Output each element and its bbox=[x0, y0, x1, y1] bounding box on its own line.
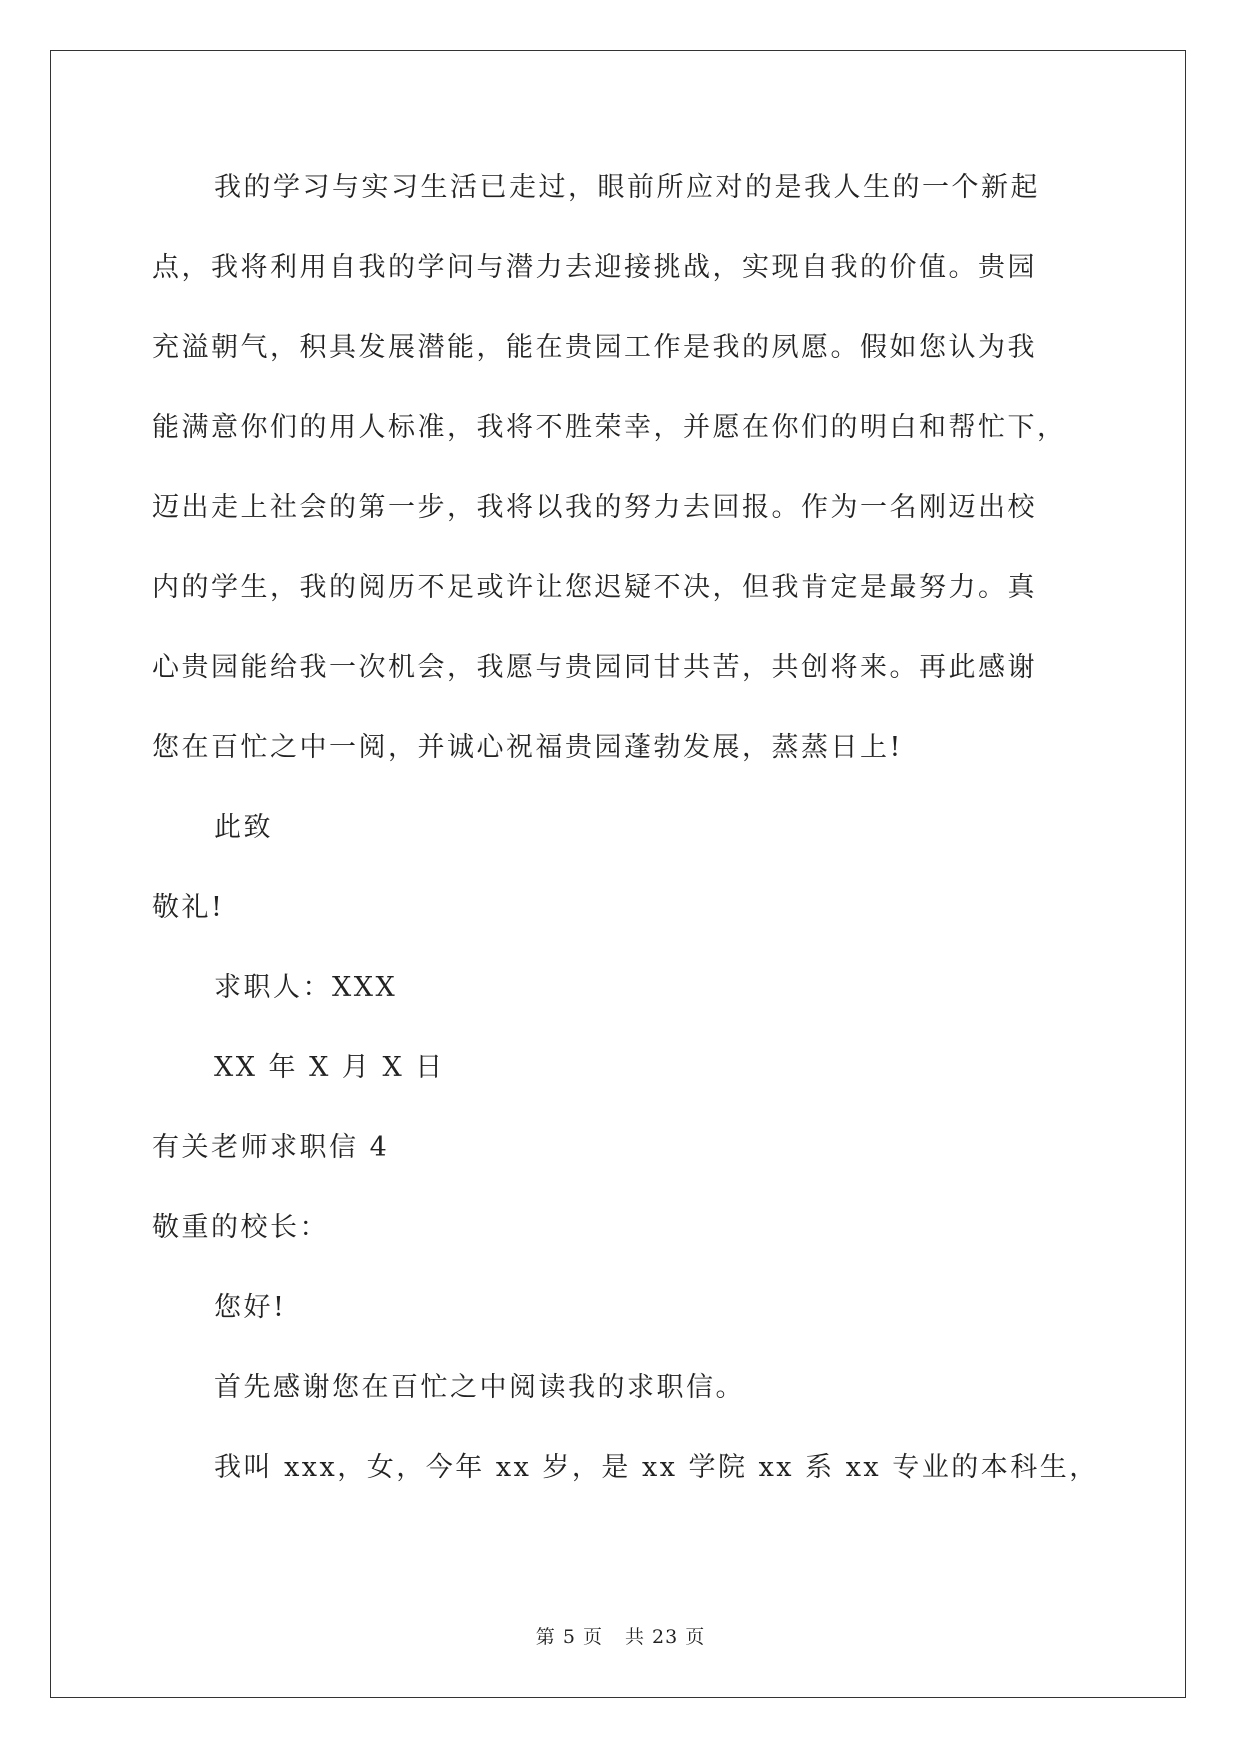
page-footer bbox=[0, 1622, 1241, 1649]
paragraph-line: 内的学生，我的阅历不足或许让您迟疑不决，但我肯定是最努力。真 bbox=[152, 572, 1037, 603]
date-line: XX 年 X 月 X 日 bbox=[214, 1052, 445, 1083]
salutation-line: 敬礼! bbox=[152, 892, 225, 923]
closing-line: 此致 bbox=[214, 812, 273, 843]
paragraph-line: 您在百忙之中一阅，并诚心祝福贵园蓬勃发展，蒸蒸日上! bbox=[152, 732, 903, 763]
greeting-line: 您好! bbox=[214, 1292, 287, 1323]
page-total: 共 23 页 bbox=[624, 1626, 706, 1648]
paragraph-line: 首先感谢您在百忙之中阅读我的求职信。 bbox=[214, 1372, 745, 1403]
paragraph-line: 心贵园能给我一次机会，我愿与贵园同甘共苦，共创将来。再此感谢 bbox=[152, 652, 1037, 683]
paragraph-line: 充溢朝气，积具发展潜能，能在贵园工作是我的夙愿。假如您认为我 bbox=[152, 332, 1037, 363]
paragraph-line: 迈出走上社会的第一步，我将以我的努力去回报。作为一名刚迈出校 bbox=[152, 492, 1037, 523]
greeting-line: 敬重的校长： bbox=[152, 1212, 329, 1243]
paragraph-line: 能满意你们的用人标准，我将不胜荣幸，并愿在你们的明白和帮忙下， bbox=[152, 412, 1067, 443]
paragraph-line: 我叫 xxx，女，今年 xx 岁，是 xx 学院 xx 系 xx 专业的本科生， bbox=[214, 1452, 1099, 1483]
paragraph-line: 点，我将利用自我的学问与潜力去迎接挑战，实现自我的价值。贵园 bbox=[152, 252, 1037, 283]
page-number: 第 5 页 bbox=[535, 1626, 603, 1648]
section-title: 有关老师求职信 4 bbox=[152, 1132, 390, 1163]
paragraph-line: 我的学习与实习生活已走过，眼前所应对的是我人生的一个新起 bbox=[214, 172, 1040, 203]
signature-line: 求职人：XXX bbox=[214, 972, 398, 1003]
